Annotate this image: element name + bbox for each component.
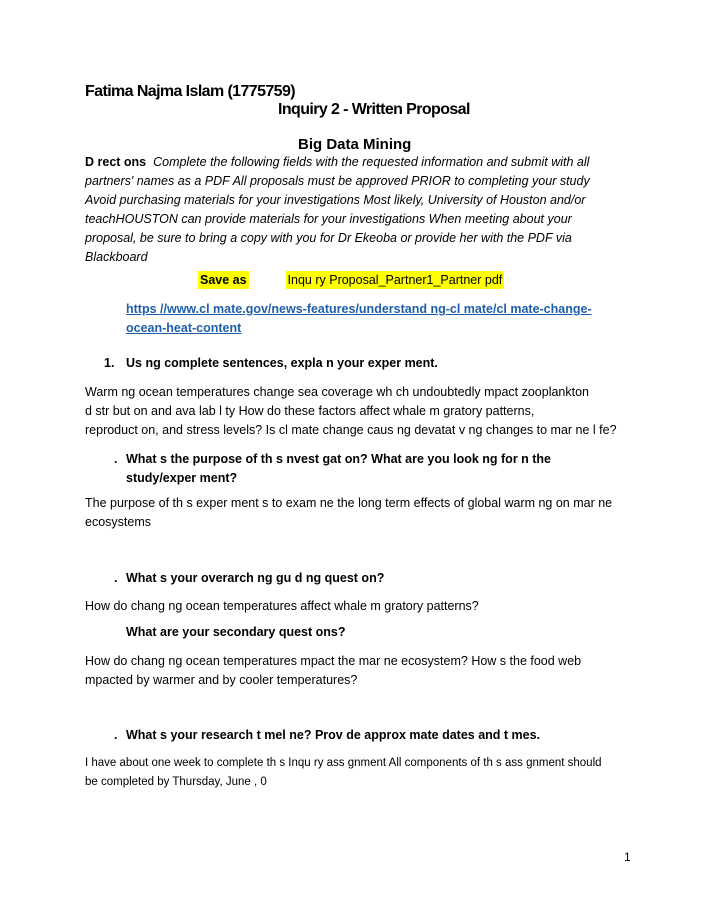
reference-link-line[interactable]: ocean-heat-content bbox=[126, 321, 242, 335]
directions-line: teachHOUSTON can provide materials for your investigations When meeting about your bbox=[85, 212, 572, 226]
answer-line: be completed by Thursday, June , 0 bbox=[85, 776, 267, 788]
answer-line: reproduct on, and stress levels? Is cl mate change caus ng devatat v ng changes to mar ne l fe? bbox=[85, 423, 617, 437]
answer-line: How do chang ng ocean temperatures affect whale m gratory patterns? bbox=[85, 599, 479, 613]
question-line: What s the purpose of th s nvest gat on? What are you look ng for n the bbox=[126, 452, 552, 466]
directions-line: partners' names as a PDF All proposals must be approved PRIOR to completing your study bbox=[85, 174, 590, 188]
document-title: Inquiry 2 - Written Proposal bbox=[278, 101, 470, 118]
question-number: . bbox=[114, 728, 118, 742]
answer-line: I have about one week to complete th s Inqu ry ass gnment All components of th s ass gnment should bbox=[85, 757, 602, 769]
answer-line: How do chang ng ocean temperatures mpact the mar ne ecosystem? How s the food web bbox=[85, 654, 582, 668]
reference-link-line[interactable]: https //www.cl mate.gov/news-features/understand ng-cl mate/cl mate-change- bbox=[126, 302, 592, 316]
question-number: . bbox=[114, 571, 118, 585]
answer-4 bbox=[85, 652, 645, 690]
directions-line: Blackboard bbox=[85, 250, 148, 264]
save-as-line bbox=[198, 273, 504, 287]
answer-line: d str but on and ava lab l ty How do these factors affect whale m gratory patterns, bbox=[85, 404, 535, 418]
save-as-label: Save as bbox=[200, 273, 247, 287]
directions-paragraph bbox=[85, 153, 645, 267]
directions-line: Complete the following fields with the requested information and submit with all bbox=[153, 155, 590, 169]
directions-line: Avoid purchasing materials for your investigations Most likely, University of Houston and/or bbox=[85, 193, 586, 207]
answer-2 bbox=[85, 494, 645, 532]
answer-1 bbox=[85, 383, 645, 440]
question-text bbox=[126, 450, 551, 488]
answer-line: The purpose of th s exper ment s to exam ne the long term effects of global warm ng on mar ne bbox=[85, 496, 613, 510]
directions-line: proposal, be sure to bring a copy with you for Dr Ekeoba or provide her with the PDF via bbox=[85, 231, 572, 245]
question-number: 1. bbox=[104, 356, 115, 370]
question-1 bbox=[0, 356, 714, 376]
answer-5 bbox=[85, 754, 645, 792]
student-name: Fatima Najma Islam (1775759) bbox=[85, 83, 295, 100]
question-5 bbox=[0, 728, 714, 748]
question-line: study/exper ment? bbox=[126, 471, 238, 485]
question-text: Us ng complete sentences, expla n your exper ment. bbox=[126, 356, 438, 370]
answer-3 bbox=[85, 597, 645, 616]
question-text: What are your secondary quest ons? bbox=[126, 625, 346, 639]
answer-line: ecosystems bbox=[85, 515, 151, 529]
question-number: . bbox=[114, 452, 118, 466]
answer-line: Warm ng ocean temperatures change sea coverage wh ch undoubtedly mpact zooplankton bbox=[85, 385, 590, 399]
question-text: What s your overarch ng gu d ng quest on? bbox=[126, 571, 385, 585]
question-4 bbox=[0, 625, 714, 645]
question-3 bbox=[0, 571, 714, 591]
question-text: What s your research t mel ne? Prov de approx mate dates and t mes. bbox=[126, 728, 541, 742]
directions-label: D rect ons bbox=[85, 155, 147, 169]
document-subtitle: Big Data Mining bbox=[298, 136, 412, 153]
page-number: 1 bbox=[624, 850, 631, 864]
reference-link[interactable] bbox=[126, 300, 616, 338]
save-as-filename: Inqu ry Proposal_Partner1_Partner pdf bbox=[287, 273, 503, 287]
answer-line: mpacted by warmer and by cooler temperatures? bbox=[85, 673, 358, 687]
question-2 bbox=[0, 450, 714, 490]
